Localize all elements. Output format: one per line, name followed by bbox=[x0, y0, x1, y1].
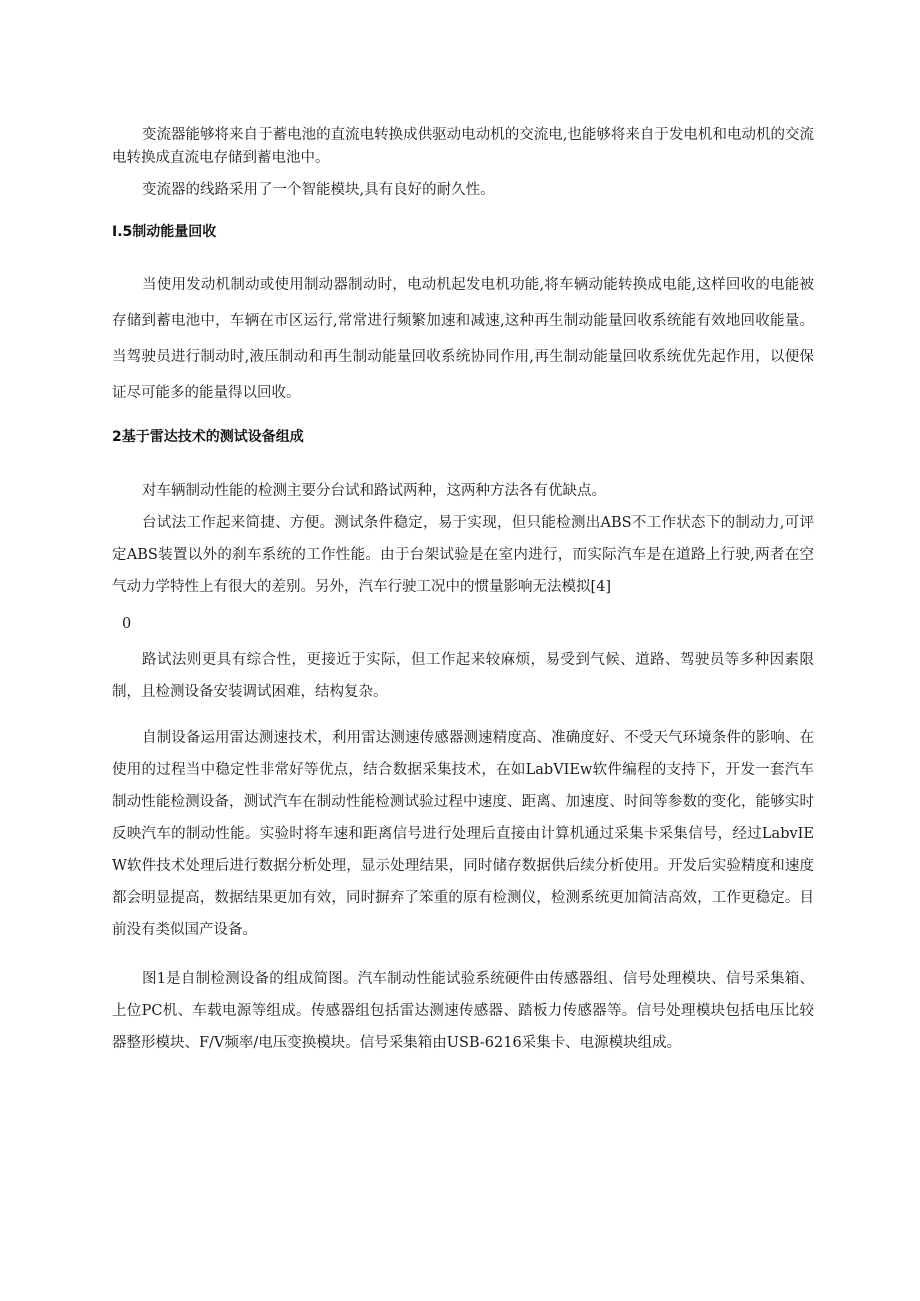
paragraph-bench-test: 台试法工作起来简捷、方便。测试条件稳定，易于实现，但只能检测出ABS不工作状态下的制动力,可评定ABS装置以外的刹车系统的工作性能。由于台架试验是在室内进行，而实际汽车是在道路上行驶,两者在空气动力学特性上有很大的差别。另外，汽车行驶工况中的惯量影响无法模拟[4] bbox=[112, 515, 814, 595]
stray-text-fragment: 0 bbox=[122, 616, 132, 632]
paragraph-regenerative-braking: 当使用发动机制动或使用制动器制动时，电动机起发电机功能,将车辆动能转换成电能,这样回收的电能被存储到蓄电池中，车辆在市区运行,常常进行频繁加速和减速,这种再生制动能量回收系统能有效地回收能量。当驾驶员进行制动时,液压制动和再生制动能量回收系统协同作用,再生制动能量回收系统优先起作用，以便保证尽可能多的能量得以回收。 bbox=[112, 277, 814, 401]
paragraph-inverter-conversion: 变流器能够将来自于蓄电池的直流电转换成供驱动电动机的交流电,也能够将来自于发电机和电动机的交流电转换成直流电存储到蓄电池中。 bbox=[112, 127, 814, 166]
heading-braking-energy-recovery: I.5制动能量回收 bbox=[112, 224, 217, 240]
paragraph-test-methods-intro: 对车辆制动性能的检测主要分台试和路试两种，这两种方法各有优缺点。 bbox=[142, 483, 606, 499]
paragraph-inverter-module: 变流器的线路采用了一个智能模块,具有良好的耐久性。 bbox=[142, 182, 495, 198]
paragraph-figure-1-composition: 图1是自制检测设备的组成简图。汽车制动性能试验系统硬件由传感器组、信号处理模块、信号采集箱、上位PC机、车载电源等组成。传感器组包括雷达测速传感器、踏板力传感器等。信号处理模块包括电压比较器整形模块、F/V频率/电压变换模块。信号采集箱由USB-6216采集卡、电源模块组成。 bbox=[112, 971, 814, 1051]
paragraph-road-test: 路试法则更具有综合性，更接近于实际，但工作起来较麻烦，易受到气候、道路、驾驶员等多种因素限制，且检测设备安装调试困难，结构复杂。 bbox=[112, 652, 814, 700]
paragraph-self-made-equipment: 自制设备运用雷达测速技术，利用雷达测速传感器测速精度高、准确度好、不受天气环境条件的影响、在使用的过程当中稳定性非常好等优点，结合数据采集技术，在如LabVIEw软件编程的支持下，开发一套汽车制动性能检测设备，测试汽车在制动性能检测试验过程中速度、距离、加速度、时间等参数的变化，能够实时反映汽车的制动性能。实验时将车速和距离信号进行处理后直接由计算机通过采集卡采集信号，经过LabvIEW软件技术处理后进行数据分析处理，显示处理结果，同时储存数据供后续分析使用。开发后实验精度和速度都会明显提高，数据结果更加有效，同时摒弃了笨重的原有检测仪，检测系统更加简洁高效，工作更稳定。目前没有类似国产设备。 bbox=[112, 730, 814, 938]
heading-radar-test-equipment: 2基于雷达技术的测试设备组成 bbox=[112, 429, 304, 445]
